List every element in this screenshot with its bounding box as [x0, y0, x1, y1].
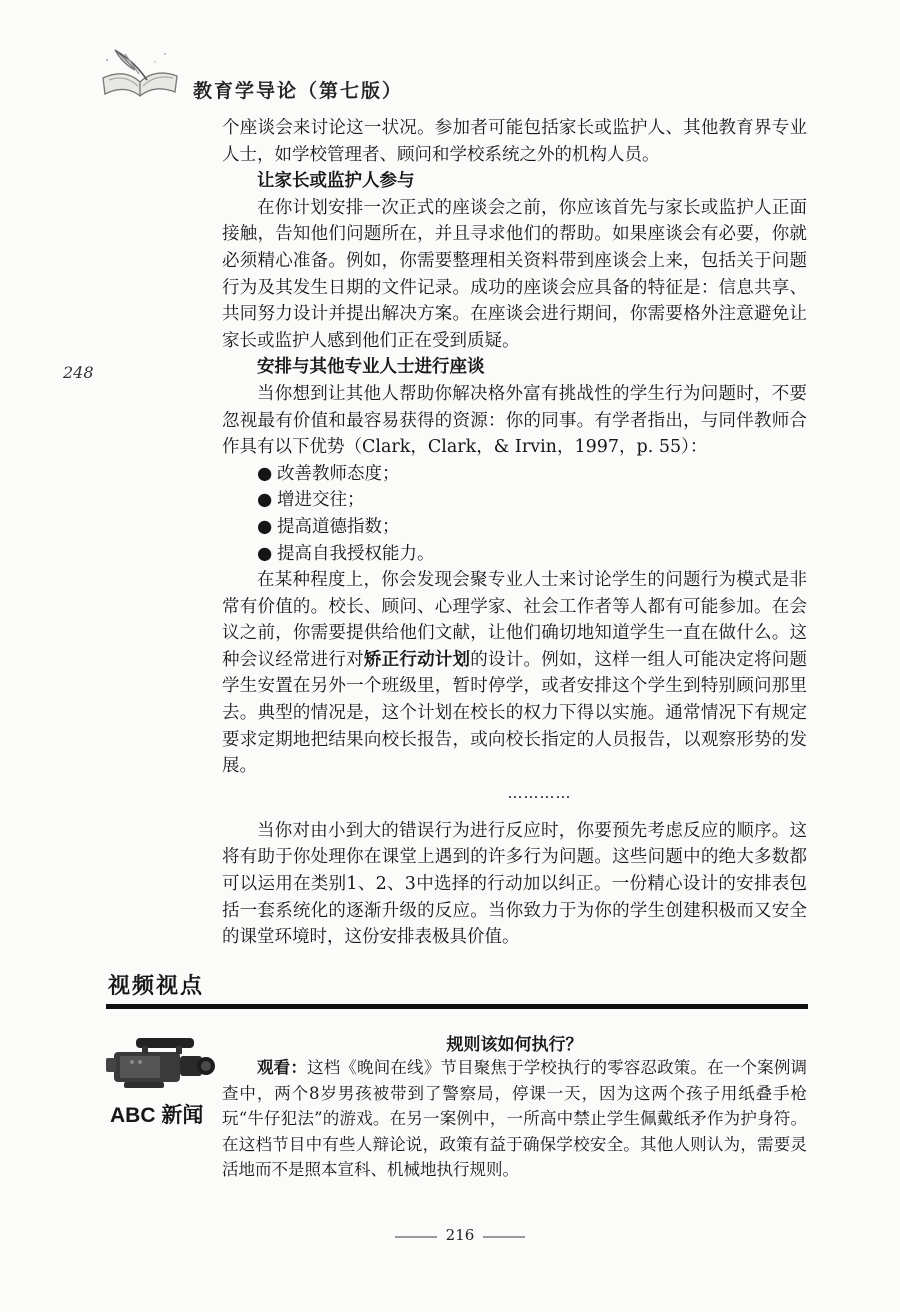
section-rule [106, 1004, 808, 1009]
paragraph-2: 在你计划安排一次正式的座谈会之前，你应该首先与家长或监护人正面接触，告知他们问题所在，并且寻求他们的帮助。如果座谈会有必要，你就必须精心准备。例如，你需要整理相关资料带到座谈会上来，包括关于问题行为及其发生日期的文件记录。成功的座谈会应具备的特征是：信息共享、共同努力设计并提出解决方案。在座谈会进行期间，你需要格外注意避免让家长或监护人感到他们正在受到质疑。 [222, 197, 807, 351]
list-item: ● 改善教师态度； [257, 463, 400, 484]
video-title: 规则该如何执行？ [446, 1035, 583, 1055]
paragraph-1: 个座谈会来讨论这一状况。参加者可能包括家长或监护人、其他教育界专业人士，如学校管理者、顾问和学校系统之外的机构人员。 [222, 118, 807, 165]
paragraph-3: 当你想到让其他人帮助你解决格外富有挑战性的学生行为问题时，不要忽视最有价值和最容易获得的资源：你的同事。有学者指出，与同伴教师合作具有以下优势（Clark，Clark，& Irvin，1997，p. 55）： [222, 383, 807, 458]
video-description: 观看：这档《晚间在线》节目聚焦于学校执行的零容忍政策。在一个案例调查中，两个8岁男孩被带到了警察局，停课一天，因为这两个孩子用纸叠手枪玩“牛仔犯法”的游戏。在另一案例中，一所高中禁止学生佩戴纸矛作为护身符。在这档节目中有些人辩论说，政策有益于确保学校安全。其他人则认为，需要灵活地而不是照本宣科、机械地执行规则。 [222, 1058, 807, 1179]
key-term: 矫正行动计划 [363, 649, 471, 670]
subheading-professionals: 安排与其他专业人士进行座谈 [257, 357, 485, 378]
footer-page-number: 216 [445, 1226, 475, 1244]
watch-lead: 观看： [257, 1058, 308, 1077]
paragraph-5: 当你对由小到大的错误行为进行反应时，你要预先考虑反应的顺序。这将有助于你处理你在课堂上遇到的许多行为问题。这些问题中的绝大多数都可以运用在类别1、2、3中选择的行动加以纠正。一份精心设计的安排表包括一套系统化的逐渐升级的反应。当你致力于为你的学生创建积极而又安全的课堂环境时，这份安排表极具价值。 [222, 820, 807, 948]
book-title: 教育学导论（第七版） [193, 80, 404, 102]
video-section-heading: 视频视点 [108, 974, 205, 999]
list-item: ● 增进交往； [257, 490, 365, 511]
video-camera-icon [106, 1030, 216, 1092]
footer-line-left [395, 1236, 437, 1238]
main-text [222, 115, 807, 951]
footer-line-right [483, 1236, 525, 1238]
margin-page-number: 248 [63, 363, 94, 382]
open-book-quill-icon [95, 40, 185, 102]
list-item: ● 提高自我授权能力。 [257, 543, 435, 564]
list-item: ● 提高道德指数； [257, 516, 400, 537]
paragraph-4: 在某种程度上，你会发现会聚专业人士来讨论学生的问题行为模式是非常有价值的。校长、顾问、心理学家、社会工作者等人都有可能参加。在会议之前，你需要提供给他们文献，让他们确切地知道学生一直在做什么。这种会议经常进行对矫正行动计划的设计。例如，这样一组人可能决定将问题学生安置在另外一个班级里，暂时停学，或者安排这个学生到特别顾问那里去。典型的情况是，这个计划在校长的权力下得以实施。通常情况下有规定要求定期地把结果向校长报告，或向校长指定的人员报告，以观察形势的发展。 [222, 570, 807, 777]
subheading-parents: 让家长或监护人参与 [257, 171, 415, 192]
advantages-list [222, 461, 807, 567]
section-separator: ………… [507, 783, 572, 802]
abc-news-label: ABC 新闻 [110, 1104, 204, 1127]
